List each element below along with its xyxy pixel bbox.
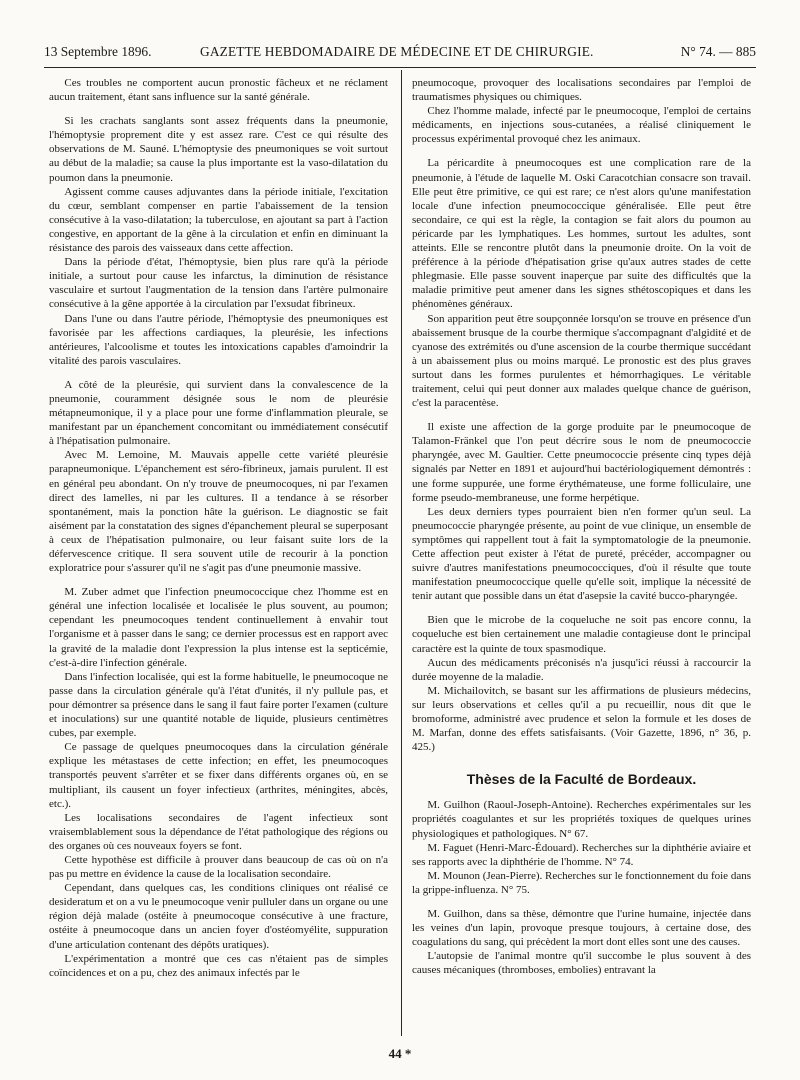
issue-date: 13 Septembre 1896. [44, 44, 152, 59]
paragraph: L'expérimentation a montré que ces cas n'étaient pas de simples coïncidences et on a pu, chez des animaux infectés par le [49, 952, 388, 979]
column-divider [401, 70, 402, 1036]
theses-section-title: Thèses de la Faculté de Bordeaux. [466, 771, 697, 788]
thesis-entry: M. Faguet (Henri-Marc-Édouard). Recherches sur la diphthérie aviaire et ses rapports avec la diphthérie de l'homme. N° 74. [412, 841, 751, 868]
paragraph: Dans la période d'état, l'hémoptysie, bien plus rare qu'à la période initiale, a surtout pour cause les infarctus, la diminution de résistance vasculaire et surtout l'augmentation de la tension dans l'artère pulmonaire consécutive à la gêne apportée à la circulation par l'exsudat fibrineux. [49, 256, 388, 311]
paragraph: Son apparition peut être soupçonnée lorsqu'on se trouve en présence d'un abaissement brusque de la courbe thermique s'accompagnant d'algidité et de cyanose des extrémités ou d'une ascension de la courbe thermique succédant à un abaissement plus ou moins marqué. Le pronostic est des plus graves surtout dans les formes purulentes et hémorrhagiques. Le véritable traitement, celui qui peut donner aux malades quelque chance de guérison, c'est la paracentèse. [412, 312, 751, 410]
paragraph: Il existe une affection de la gorge produite par le pneumocoque de Talamon-Fränkel que l'on peut décrire sous le nom de pneumococcie pharyngée, avec M. Gaultier. Cette pneumococcie présente cinq types déjà signalés par Netter en 1891 et aujourd'hui bactériologiquement démontrés : une forme suppurée, une forme érythémateuse, une forme folliculaire, une forme pseudo-membraneuse, une forme herpétique. [412, 421, 751, 504]
paragraph: Chez l'homme malade, infecté par le pneumocoque, l'emploi de certains médicaments, en injections sous-cutanées, a réalisé cliniquement le processus expérimental provoqué chez les animaux. [412, 105, 751, 146]
page-signature: 44 * [388, 1046, 412, 1061]
thesis-entry: M. Mounon (Jean-Pierre). Recherches sur le fonctionnement du foie dans la grippe-influenza. N° 75. [412, 869, 751, 896]
paragraph: Les deux derniers types pourraient bien n'en former qu'un seul. La pneumococcie pharyngée présente, au point de vue clinique, un ensemble de symptômes qui rappellent tout à fait la symptomatologie de la pneumonie. Cette affection peut exister à l'état de pureté, précéder, accompagner ou suivre d'autres manifestations pneumococciques, d'où il résulte que toute manifestation pneumococcique quelle qu'elle soit, implique la nécessité de tenir autant que possible dans un état d'asepsie la cavité bucco-pharyngée. [412, 505, 751, 603]
paragraph: Les localisations secondaires de l'agent infectieux sont vraisemblablement sous la dépendance de l'état pathologique des régions ou des organes où ces nouveaux foyers se font. [49, 811, 388, 852]
paragraph: Ces troubles ne comportent aucun pronostic fâcheux et ne réclament aucun traitement, étant sans influence sur la santé générale. [49, 77, 388, 104]
paragraph: Dans l'infection localisée, qui est la forme habituelle, le pneumocoque ne passe dans la circulation générale qu'à l'état d'unités, il n'y pullule pas, et pour démontrer sa présence dans le sang il faut faire porter l'examen (culture et inoculations) sur une quantité notable de liquide, plusieurs centimètres cubes, par exemple. [49, 670, 388, 740]
right-column [412, 76, 751, 977]
paragraph: Agissent comme causes adjuvantes dans la période initiale, l'excitation du cœur, semblant compenser en partie l'abaissement de la tension consécutive à la vaso-dilatation; la tuberculose, en ajoutant sa part à l'action congestive, en apportant de la gêne à la circulation et enfin en diminuant la résistance des parois des vaisseaux dans cette affection. [49, 185, 388, 255]
left-column [49, 76, 388, 980]
paragraph: M. Guilhon, dans sa thèse, démontre que l'urine humaine, injectée dans les veines d'un lapin, provoque presque toujours, à certaine dose, des coagulations du sang, qui précèdent la mort dont elles sont une des causes. [412, 907, 751, 949]
paragraph: Ce passage de quelques pneumocoques dans la circulation générale explique les métastases de cette infection; en effet, les pneumocoques transportés peuvent s'arrêter et se fixer dans différents organes où, en se multipliant, ils causent un foyer infectieux (arthrites, méningites, abcès, etc.). [49, 741, 388, 810]
paragraph: A côté de la pleurésie, qui survient dans la convalescence de la pneumonie, couramment désignée sous le nom de pleurésie métapneumonique, il y a place pour une forme d'inflammation pleurale, se manifestant par un épanchement concomitant ou immédiatement consécutif à l'hépatisation pulmonaire. [49, 378, 388, 448]
paragraph: Avec M. Lemoine, M. Mauvais appelle cette variété pleurésie parapneumonique. L'épanchement est séro-fibrineux, jamais purulent. Il est en général peu abondant. On n'y trouve de pneumocoques, ni par l'examen direct des lamelles, ni par les cultures. Il a tendance à se résorber spontanément, mais la ponction hâte la guérison. Le diagnostic se fait aisément par la constatation des signes d'épanchement pleural se superposant à ceux de l'hépatisation pulmonaire, ou leur faisant suite lors de la défervescence critique. Il sera souvent utile de recourir à la ponction exploratrice pour s'assurer qu'il ne s'agit pas d'une pneumonie massive. [49, 449, 388, 575]
paragraph: Cette hypothèse est difficile à prouver dans beaucoup de cas où on n'a pas pu mettre en évidence la cause de la localisation secondaire. [49, 853, 388, 881]
paragraph: La péricardite à pneumocoques est une complication rare de la pneumonie, à l'étude de laquelle M. Oski Caracotchian consacre son travail. Elle peut être primitive, ce qui est rare; ce n'est alors qu'une manifestation locale d'une infection pneumococcique généralisée. Elle peut être secondaire, ce qui est la règle, la contagion se fait alors du poumon au péricarde par les lymphatiques. Les hommes, surtout les adultes, sont atteints. Elle se rencontre plutôt dans la pneumonie droite. On la voit de préférence à la période d'hépatisation grise qu'aux autres stades de cette phlegmasie. Elle passe souvent inaperçue par suite des difficultés que la maladie primitive peut amener dans les signes sthétoscopiques et dans les phénomènes généraux. [412, 157, 751, 311]
paragraph: Cependant, dans quelques cas, les conditions cliniques ont réalisé ce desideratum et on a vu le pneumocoque venir pulluler dans un organe ou une région déjà malade (ostéite à pneumocoque consécutive à une fracture, ostéite à pneumocoque dans un ancien foyer d'ostéomyélite, suppuration d'une articulation contenant des dépôts uratiques). [49, 882, 388, 951]
paragraph: Bien que le microbe de la coqueluche ne soit pas encore connu, la coqueluche est bien certainement une maladie contagieuse dont le principal caractère est la quinte de toux spasmodique. [412, 614, 751, 655]
paragraph: pneumocoque, provoquer des localisations secondaires par l'emploi de traumatismes physiques ou chimiques. [412, 77, 751, 104]
journal-title: GAZETTE HEBDOMADAIRE DE MÉDECINE ET DE CHIRURGIE. [200, 44, 594, 59]
paragraph: L'autopsie de l'animal montre qu'il succombe le plus souvent à des causes mécaniques (thromboses, embolies) entravant la [412, 950, 751, 977]
thesis-entry: M. Guilhon (Raoul-Joseph-Antoine). Recherches expérimentales sur les propriétés coagulantes et sur les propriétés toxiques de quelques urines physiologiques et pathologiques. N° 67. [412, 799, 751, 840]
paragraph: Aucun des médicaments préconisés n'a jusqu'ici réussi à raccourcir la durée moyenne de la maladie. [412, 656, 751, 683]
paragraph: M. Michailovitch, se basant sur les affirmations de plusieurs médecins, sur leurs observations et celles qu'il a pu recueillir, nous dit que le bromoforme, administré avec prudence et selon la formule et les doses de M. Marfan, donne des effets satisfaisants. (Voir Gazette, 1896, n° 36, p. 425.) [412, 684, 751, 754]
paragraph: M. Zuber admet que l'infection pneumococcique chez l'homme est en général une infection localisée et localisée le plus souvent, au poumon; cependant les pneumocoques tendent continuellement à envahir tout l'organisme et à passer dans le sang; ce dernier processus est en rapport avec la gravité de la maladie dont l'expression la plus intense est la septicémie, c'est-à-dire l'infection générale. [49, 586, 388, 669]
issue-number-page: N° 74. — 885 [680, 44, 756, 59]
page-header [44, 40, 756, 64]
paragraph: Dans l'une ou dans l'autre période, l'hémoptysie des pneumoniques est favorisée par les affections cardiaques, la pleurésie, les infections antérieures, l'alcoolisme et toutes les intoxications capables d'amoindrir la vitalité des parois vasculaires. [49, 312, 388, 367]
header-rule [44, 67, 756, 68]
paragraph: Si les crachats sanglants sont assez fréquents dans la pneumonie, l'hémoptysie proprement dite y est assez rare. C'est ce qui résulte des observations de M. Sauné. L'hémoptysie des pneumoniques se voit surtout au début de la maladie; sa cause la plus importante est la vaso-dilatation du poumon dans la pneumonie. [49, 115, 388, 184]
